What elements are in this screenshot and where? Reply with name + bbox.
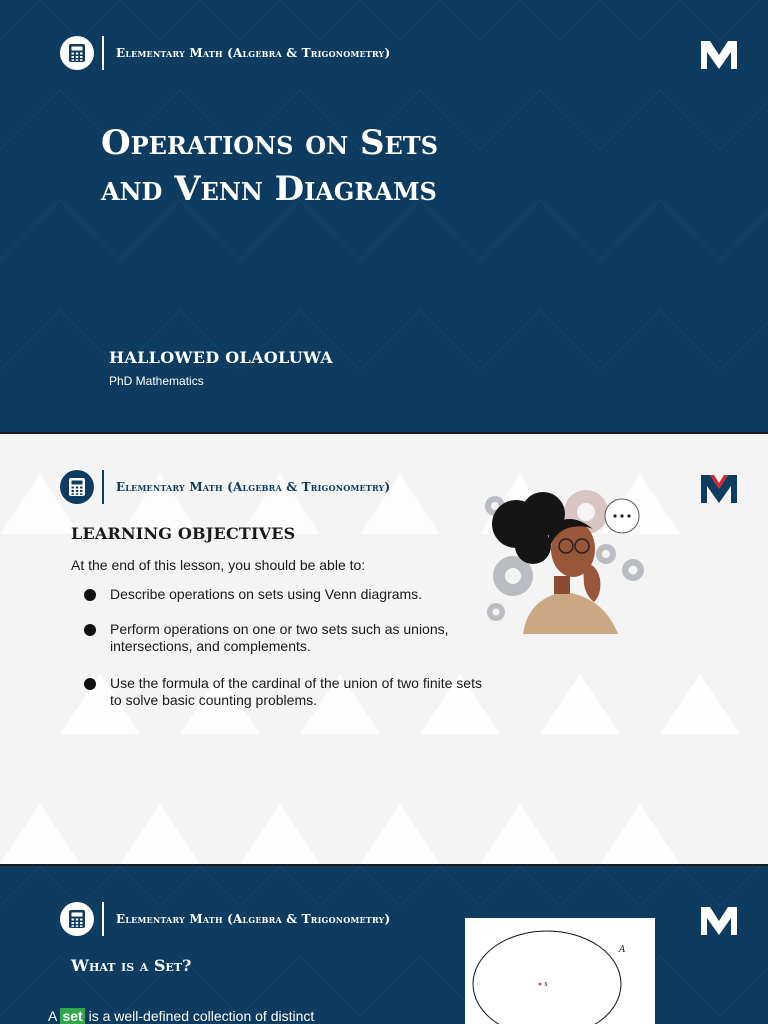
bullet-icon (84, 589, 96, 601)
thinking-woman-illustration (478, 484, 648, 639)
brand-logo-icon (700, 904, 738, 938)
course-header (60, 36, 390, 70)
header-divider (102, 902, 104, 936)
venn-diagram (465, 918, 655, 1024)
element-label: x (544, 980, 548, 988)
set-definition-text: A set is a well-defined collection of distinct (48, 1008, 315, 1024)
list-item: Perform operations on one or two sets such as unions, intersections, and complements. (84, 621, 554, 655)
list-item: Describe operations on sets using Venn diagrams. (84, 586, 554, 603)
calculator-icon (60, 36, 94, 70)
author-name: HALLOWED OLAOLUWA (109, 348, 333, 367)
objectives-slide (0, 434, 768, 864)
title-slide (0, 0, 768, 432)
section-heading: LEARNING OBJECTIVES (71, 524, 296, 543)
header-divider (102, 36, 104, 70)
list-item: Use the formula of the cardinal of the union of two finite sets to solve basic counting problems. (84, 675, 554, 709)
header-divider (102, 470, 104, 504)
set-a-ellipse (473, 931, 621, 1024)
course-title: Elementary Math (Algebra & Trigonometry) (116, 912, 391, 926)
course-title: Elementary Math (Algebra & Trigonometry) (116, 46, 391, 60)
objectives-intro: At the end of this lesson, you should be able to: (71, 557, 366, 573)
presentation-title (101, 120, 438, 212)
calculator-icon (60, 902, 94, 936)
brand-logo-icon (700, 472, 738, 506)
calculator-icon (60, 470, 94, 504)
course-header (60, 470, 390, 504)
highlighted-term: set (62, 1008, 83, 1024)
author-degree: PhD Mathematics (109, 374, 204, 388)
section-heading: What is a Set? (71, 956, 192, 975)
element-point (539, 983, 542, 986)
set-a-label: A (619, 945, 626, 955)
title-line-2: and Venn Diagrams (101, 169, 437, 209)
course-header (60, 902, 390, 936)
bullet-icon (84, 624, 96, 636)
set-definition-slide (0, 866, 768, 1024)
bullet-icon (84, 678, 96, 690)
title-line-1: Operations on Sets (101, 123, 439, 163)
brand-logo-icon (700, 38, 738, 72)
course-title: Elementary Math (Algebra & Trigonometry) (116, 480, 391, 494)
